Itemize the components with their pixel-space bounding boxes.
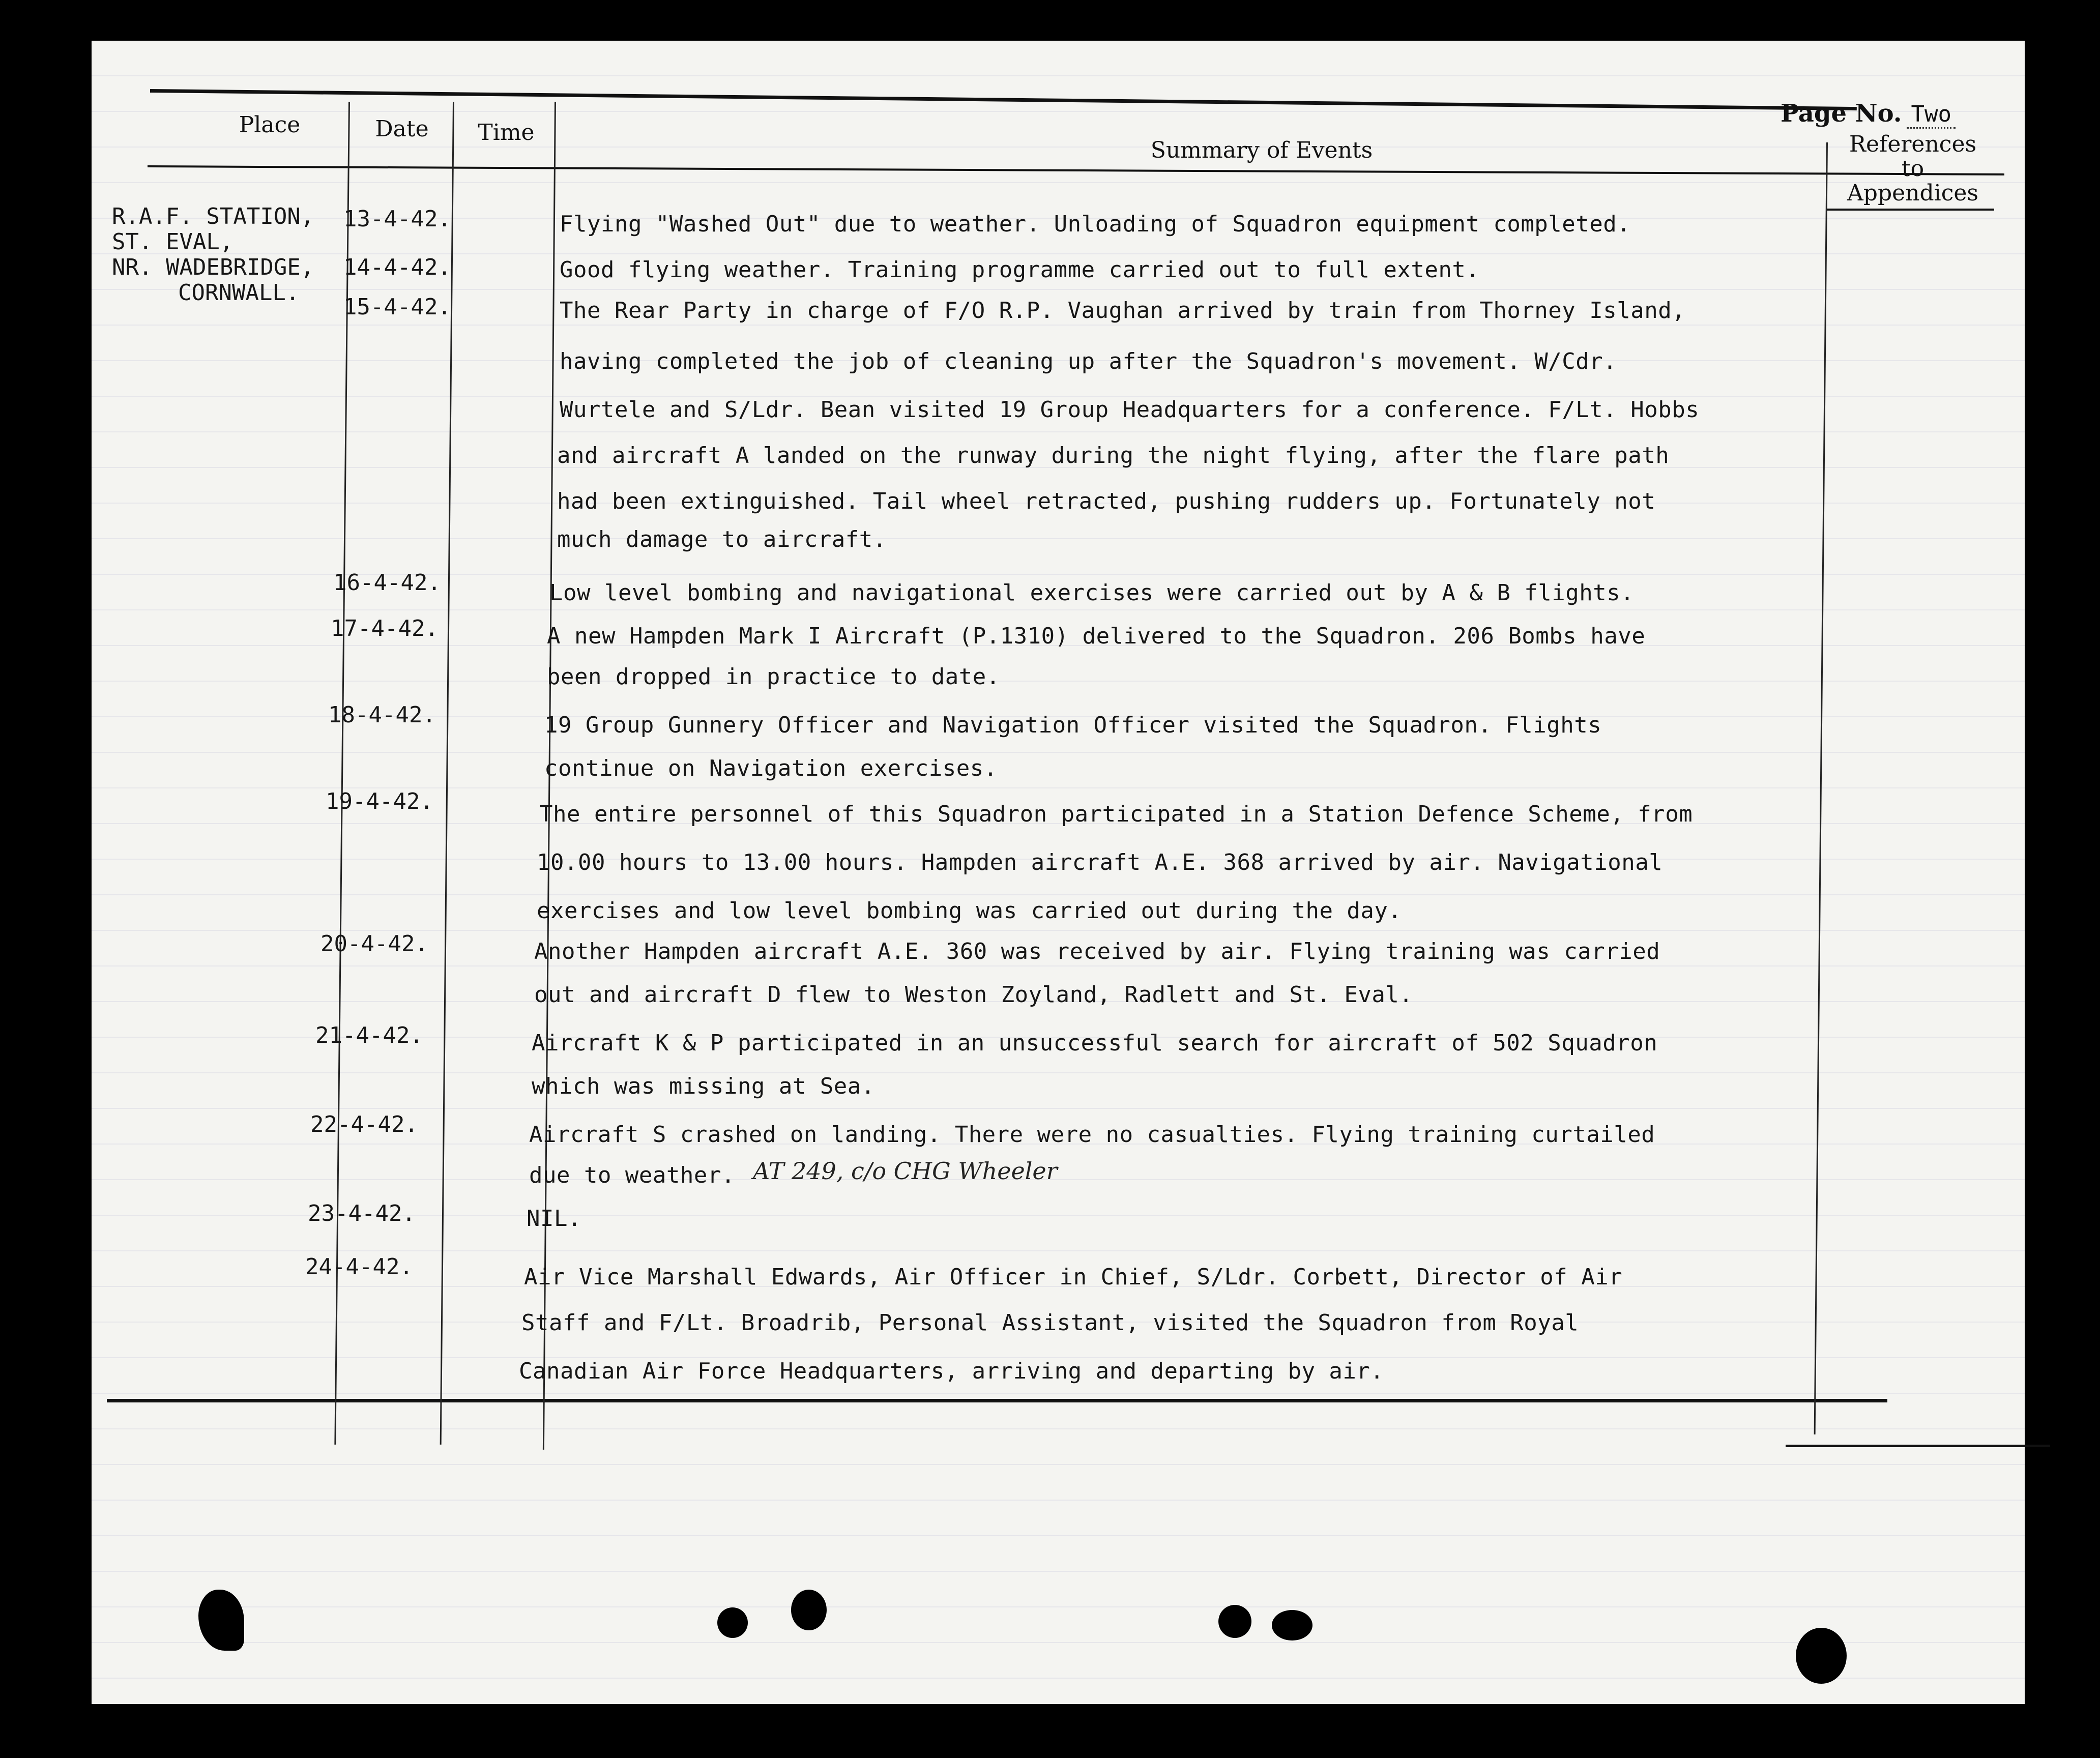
page-number [1781, 99, 1956, 128]
entry-line: had been extinguished. Tail wheel retracted, pushing rudders up. Fortunately not [557, 488, 1656, 514]
header-rule [148, 165, 2004, 175]
operations-record-page [92, 41, 2025, 1704]
date-cell: 18-4-42. [328, 702, 436, 728]
date-cell: 16-4-42. [333, 570, 441, 596]
header-references [1831, 132, 1994, 206]
entry-line: and aircraft A landed on the runway during the night flying, after the flare path [557, 443, 1670, 468]
date-cell: 14-4-42. [343, 254, 451, 280]
bottom-rule-1 [107, 1399, 1887, 1402]
ink-blot [791, 1590, 827, 1630]
header-time: Time [478, 120, 535, 145]
entry-line: Wurtele and S/Ldr. Bean visited 19 Group Headquarters for a conference. F/Lt. Hobbs [560, 397, 1700, 423]
entry-line: 19 Group Gunnery Officer and Navigation Officer visited the Squadron. Flights [544, 712, 1602, 738]
date-cell: 15-4-42. [343, 294, 451, 320]
entry-line: Aircraft K & P participated in an unsuccessful search for aircraft of 502 Squadron [532, 1030, 1658, 1056]
entry-line: Flying "Washed Out" due to weather. Unloading of Squadron equipment completed. [560, 211, 1631, 237]
entry-line: Staff and F/Lt. Broadrib, Personal Assistant, visited the Squadron from Royal [521, 1310, 1579, 1336]
entry-line: Another Hampden aircraft A.E. 360 was received by air. Flying training was carried [534, 939, 1660, 964]
date-cell: 22-4-42. [310, 1111, 418, 1137]
bottom-rule-2 [1786, 1445, 2050, 1447]
place-line: ST. EVAL, [112, 229, 234, 255]
date-cell: 21-4-42. [315, 1022, 423, 1048]
entry-line: Air Vice Marshall Edwards, Air Officer in Chief, S/Ldr. Corbett, Director of Air [524, 1264, 1623, 1290]
header-place: Place [239, 112, 301, 138]
entry-line: A new Hampden Mark I Aircraft (P.1310) delivered to the Squadron. 206 Bombs have [547, 623, 1646, 649]
entry-line: Low level bombing and navigational exercises were carried out by A & B flights. [549, 580, 1635, 606]
date-cell: 24-4-42. [305, 1254, 413, 1280]
entry-line: exercises and low level bombing was carried out during the day. [537, 898, 1402, 924]
date-cell: 23-4-42. [308, 1200, 416, 1226]
entry-line: NIL. [527, 1206, 581, 1232]
date-cell: 13-4-42. [343, 206, 451, 232]
top-rule [150, 89, 1857, 110]
entry-line: much damage to aircraft. [557, 526, 887, 552]
place-line: NR. WADEBRIDGE, [112, 254, 314, 280]
entry-line: continue on Navigation exercises. [544, 755, 998, 781]
entry-line: Good flying weather. Training programme carried out to full extent. [560, 257, 1480, 283]
date-cell: 19-4-42. [326, 788, 433, 814]
entry-line: having completed the job of cleaning up after the Squadron's movement. W/Cdr. [560, 348, 1617, 374]
page-number-value: Two [1907, 101, 1955, 129]
header-references-line-1: References [1849, 131, 1977, 157]
header-date: Date [375, 116, 429, 142]
references-rule [1826, 209, 1994, 211]
page-number-label: Page No. [1781, 99, 1902, 128]
entry-line: Aircraft S crashed on landing. There were no casualties. Flying training curtailed [529, 1122, 1655, 1148]
place-line: CORNWALL. [178, 280, 300, 306]
entry-line: been dropped in practice to date. [547, 664, 1000, 690]
date-cell: 17-4-42. [331, 616, 439, 641]
header-summary: Summary of Events [1150, 137, 1373, 163]
ink-blot [1796, 1628, 1847, 1684]
entry-line: due to weather. [529, 1162, 735, 1188]
header-references-line-3: Appendices [1847, 180, 1978, 206]
divider-summary-references [1814, 142, 1828, 1434]
entry-line: The Rear Party in charge of F/O R.P. Vaughan arrived by train from Thorney Island, [560, 298, 1686, 324]
ink-blot [1272, 1610, 1312, 1640]
entry-line: out and aircraft D flew to Weston Zoyland, Radlett and St. Eval. [534, 982, 1413, 1008]
ink-blot [717, 1607, 748, 1638]
handwritten-note: AT 249, c/o CHG Wheeler [753, 1157, 1058, 1185]
ink-blot [198, 1590, 244, 1651]
header-references-line-2: to [1901, 156, 1924, 182]
date-cell: 20-4-42. [320, 931, 428, 957]
entry-line: 10.00 hours to 13.00 hours. Hampden aircraft A.E. 368 arrived by air. Navigational [537, 849, 1663, 875]
ink-blot [1218, 1605, 1251, 1638]
entry-line: which was missing at Sea. [532, 1073, 875, 1099]
entry-line: The entire personnel of this Squadron participated in a Station Defence Scheme, from [539, 801, 1693, 827]
entry-line: Canadian Air Force Headquarters, arriving and departing by air. [519, 1358, 1384, 1384]
place-line: R.A.F. STATION, [112, 203, 314, 229]
